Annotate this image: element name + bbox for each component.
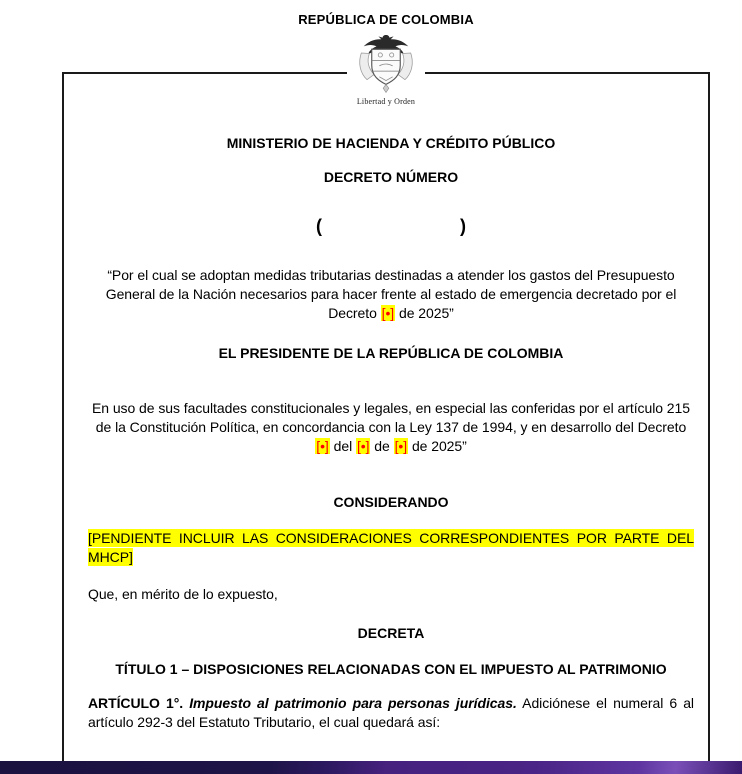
- republic-title: REPÚBLICA DE COLOMBIA: [298, 12, 474, 27]
- decree-number-blank: [88, 215, 694, 237]
- article1-paragraph: [88, 694, 694, 732]
- paren-open: (: [316, 216, 322, 236]
- powers-text-end: de 2025”: [408, 438, 467, 454]
- decreta-heading: DECRETA: [357, 625, 425, 641]
- article1-name: Impuesto al patrimonio para personas jurídicas.: [189, 695, 517, 711]
- powers-text: En uso de sus facultades constitucionales y legales, en especial las conferidas por el artículo 215 de la Constitución Política, en concordancia con la Ley 137 de 1994, y en desarrollo del Decreto: [92, 400, 690, 435]
- colombia-crest-icon: [348, 33, 424, 94]
- article1-body: Adiciónese el numeral 6 al artículo 292-3 del Estatuto Tributario, el cual quedará así:: [88, 695, 694, 730]
- subject-text-end: de 2025”: [395, 305, 454, 321]
- title1-heading: TÍTULO 1 – DISPOSICIONES RELACIONADAS CON EL IMPUESTO AL PATRIMONIO: [115, 661, 667, 677]
- placeholder-marker: [•]: [381, 305, 395, 321]
- placeholder-marker: [•]: [316, 438, 329, 454]
- powers-paragraph: [88, 399, 694, 456]
- placeholder-marker: [•]: [356, 438, 370, 454]
- crest-motto: Libertad y Orden: [356, 97, 416, 106]
- powers-text: de: [370, 438, 394, 454]
- pending-note-paragraph: [88, 529, 694, 567]
- considerando-heading: CONSIDERANDO: [333, 494, 449, 510]
- placeholder-marker: [•]: [394, 438, 408, 454]
- subject-text: “Por el cual se adoptan medidas tributarias destinadas a atender los gastos del Presupuesto General de la Nación necesarios para hacer frente al estado de emergencia decretado por el Decreto: [105, 267, 677, 321]
- paren-close: ): [460, 216, 466, 236]
- powers-text: del: [329, 438, 356, 454]
- coat-of-arms: [347, 33, 425, 107]
- president-heading: EL PRESIDENTE DE LA REPÚBLICA DE COLOMBIA: [218, 345, 564, 361]
- ministry-heading: MINISTERIO DE HACIENDA Y CRÉDITO PÚBLICO: [226, 135, 556, 151]
- pending-note-highlight: [PENDIENTE INCLUIR LAS CONSIDERACIONES CORRESPONDIENTES POR PARTE DEL MHCP]: [88, 530, 694, 565]
- footer-gradient-band: [0, 761, 742, 774]
- article1-label: ARTÍCULO 1°.: [88, 695, 184, 711]
- merit-line: Que, en mérito de lo expuesto,: [88, 586, 278, 602]
- decree-number-heading: DECRETO NÚMERO: [323, 169, 459, 185]
- decree-subject-paragraph: [88, 266, 694, 323]
- decree-border-box: [62, 72, 710, 774]
